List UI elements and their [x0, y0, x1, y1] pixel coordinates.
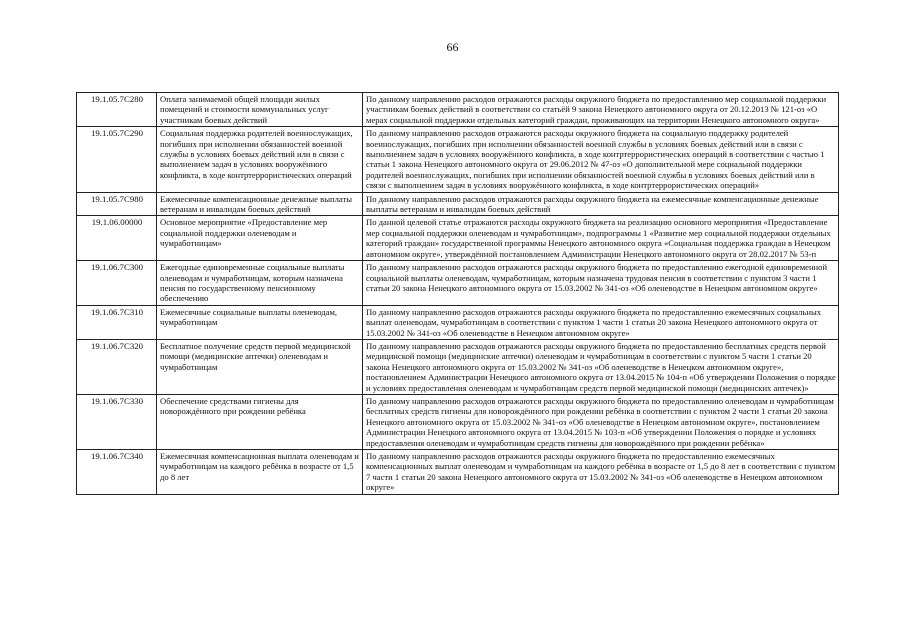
cell-name: Обеспечение средствами гигиены для новорождённого при рождении ребёнка — [157, 394, 363, 449]
table-row — [77, 339, 839, 394]
cell-code: 19.1.05.7С980 — [77, 192, 157, 216]
table-row — [77, 216, 839, 261]
cell-code: 19.1.06.7С300 — [77, 261, 157, 306]
cell-name: Социальная поддержка родителей военнослужащих, погибших при исполнении обязанностей военной службы в условиях боевых действий или в связи с выполнением задач в условиях вооружённого конфликта, в ходе контртеррористических операций — [157, 127, 363, 192]
cell-description: По данному направлению расходов отражаются расходы окружного бюджета по предоставлению ежемесячных социальных выплат оленеводам, чумработницам в соответствии с пунктом 1 части 1 статьи 20 закона Ненецкого автономного округа от 15.03.2002 № 341-оз «Об оленеводстве в Ненецком автономном округе» — [363, 305, 839, 339]
cell-name: Основное мероприятие «Предоставление мер социальной поддержки оленеводам и чумработницам» — [157, 216, 363, 261]
cell-description: По данному направлению расходов отражаются расходы окружного бюджета по предоставлению мер социальной поддержки участникам боевых действий в соответствии со статьёй 9 закона Ненецкого автономного округа от 20.12.2013 № 121-оз «О мерах социальной поддержки отдельных категорий граждан, проживающих на территории Ненецкого автономного округа» — [363, 93, 839, 127]
cell-description: По данному направлению расходов отражаются расходы окружного бюджета по предоставлению ежемесячных компенсационных выплат оленеводам и чумработницам на каждого ребёнка в возрасте от 1,5 до 8 лет в соответствии с пунктом 7 части 1 статьи 20 закона Ненецкого автономного округа от 15.03.2002 № 341-оз «Об оленеводстве в Ненецком автономном округе» — [363, 450, 839, 495]
cell-code: 19.1.06.7С330 — [77, 394, 157, 449]
table-row — [77, 192, 839, 216]
table-body — [77, 93, 839, 495]
cell-description: По данной целевой статье отражаются расходы окружного бюджета на реализацию основного мероприятия «Предоставление мер социальной поддержки оленеводам и чумработницам», подпрограммы 1 «Развитие мер социальной поддержки отдельных категорий граждан» государственной программы Ненецкого автономного округа «Социальная поддержка граждан в Ненецком автономном округе», утверждённой постановлением Администрации Ненецкого автономного округа от 28.02.2017 № 53-п — [363, 216, 839, 261]
table-row — [77, 261, 839, 306]
cell-description: По данному направлению расходов отражаются расходы окружного бюджета по предоставлению бесплатных средств первой медицинской помощи (медицинские аптечки) оленеводам и чумработницам в соответствии с пунктом 5 части 1 статьи 20 закона Ненецкого автономного округа от 15.03.2002 № 341-оз «Об оленеводстве в Ненецком автономном округе», постановлением Администрации Ненецкого автономного округа от 13.04.2015 № 104-п «Об утверждении Положения о порядке и условиях предоставления оленеводам и чумработницам средств первой медицинской помощи (медицинских аптечек)» — [363, 339, 839, 394]
cell-code: 19.1.06.7С340 — [77, 450, 157, 495]
table-row — [77, 93, 839, 127]
table-row — [77, 394, 839, 449]
cell-name: Ежемесячные компенсационные денежные выплаты ветеранам и инвалидам боевых действий — [157, 192, 363, 216]
table-row — [77, 127, 839, 192]
cell-description: По данному направлению расходов отражаются расходы окружного бюджета по предоставлению ежегодной единовременной социальной выплаты оленеводам, чумработницам, которым назначена трудовая пенсия в соответствии с пунктом 3 части 1 статьи 20 закона Ненецкого автономного округа от 15.03.2002 № 341-оз «Об оленеводстве в Ненецком автономном округе» — [363, 261, 839, 306]
cell-name: Ежемесячная компенсационная выплата оленеводам и чумработницам на каждого ребёнка в возрасте от 1,5 до 8 лет — [157, 450, 363, 495]
cell-name: Ежемесячные социальные выплаты оленеводам, чумработницам — [157, 305, 363, 339]
cell-code: 19.1.06.00000 — [77, 216, 157, 261]
cell-code: 19.1.06.7С310 — [77, 305, 157, 339]
table-row — [77, 305, 839, 339]
table-row — [77, 450, 839, 495]
cell-description: По данному направлению расходов отражаются расходы окружного бюджета на ежемесячные компенсационные денежные выплаты ветеранам и инвалидам боевых действий — [363, 192, 839, 216]
cell-description: По данному направлению расходов отражаются расходы окружного бюджета на социальную поддержку родителей военнослужащих, погибших при исполнении обязанностей военной службы в условиях боевых действий или в связи с выполнением задач в условиях вооружённого конфликта, в ходе контртеррористических операций в соответствии с частью 1 статьи 1 закона Ненецкого автономного округа от 29.06.2012 № 47-оз «О дополнительной мере социальной поддержки родителей военнослужащих, погибших при исполнении обязанностей военной службы в условиях боевых действий или в связи с выполнением задач в условиях вооружённого конфликта, в ходе контртеррористических операций» — [363, 127, 839, 192]
cell-code: 19.1.05.7С280 — [77, 93, 157, 127]
cell-name: Бесплатное получение средств первой медицинской помощи (медицинские аптечки) оленеводам и чумработницам — [157, 339, 363, 394]
cell-name: Оплата занимаемой общей площади жилых помещений и стоимости коммунальных услуг участникам боевых действий — [157, 93, 363, 127]
cell-description: По данному направлению расходов отражаются расходы окружного бюджета по предоставлению оленеводам и чумработницам бесплатных средств гигиены для новорождённого при рождении ребёнка в соответствии с пунктом 2 части 1 статьи 20 закона Ненецкого автономного округа от 15.03.2002 № 341-оз «Об оленеводстве в Ненецком автономном округе», постановлением Администрации Ненецкого автономного округа от 13.04.2015 № 103-п «Об утверждении Положения о порядке и условиях предоставления оленеводам и чумработницам средств гигиены для новорождённого при рождении ребёнка» — [363, 394, 839, 449]
cell-code: 19.1.05.7С290 — [77, 127, 157, 192]
cell-code: 19.1.06.7С320 — [77, 339, 157, 394]
budget-classification-table — [76, 92, 839, 495]
page-number: 66 — [446, 40, 459, 54]
cell-name: Ежегодные единовременные социальные выплаты оленеводам и чумработницам, которым назначена пенсия по государственному пенсионному обеспечению — [157, 261, 363, 306]
